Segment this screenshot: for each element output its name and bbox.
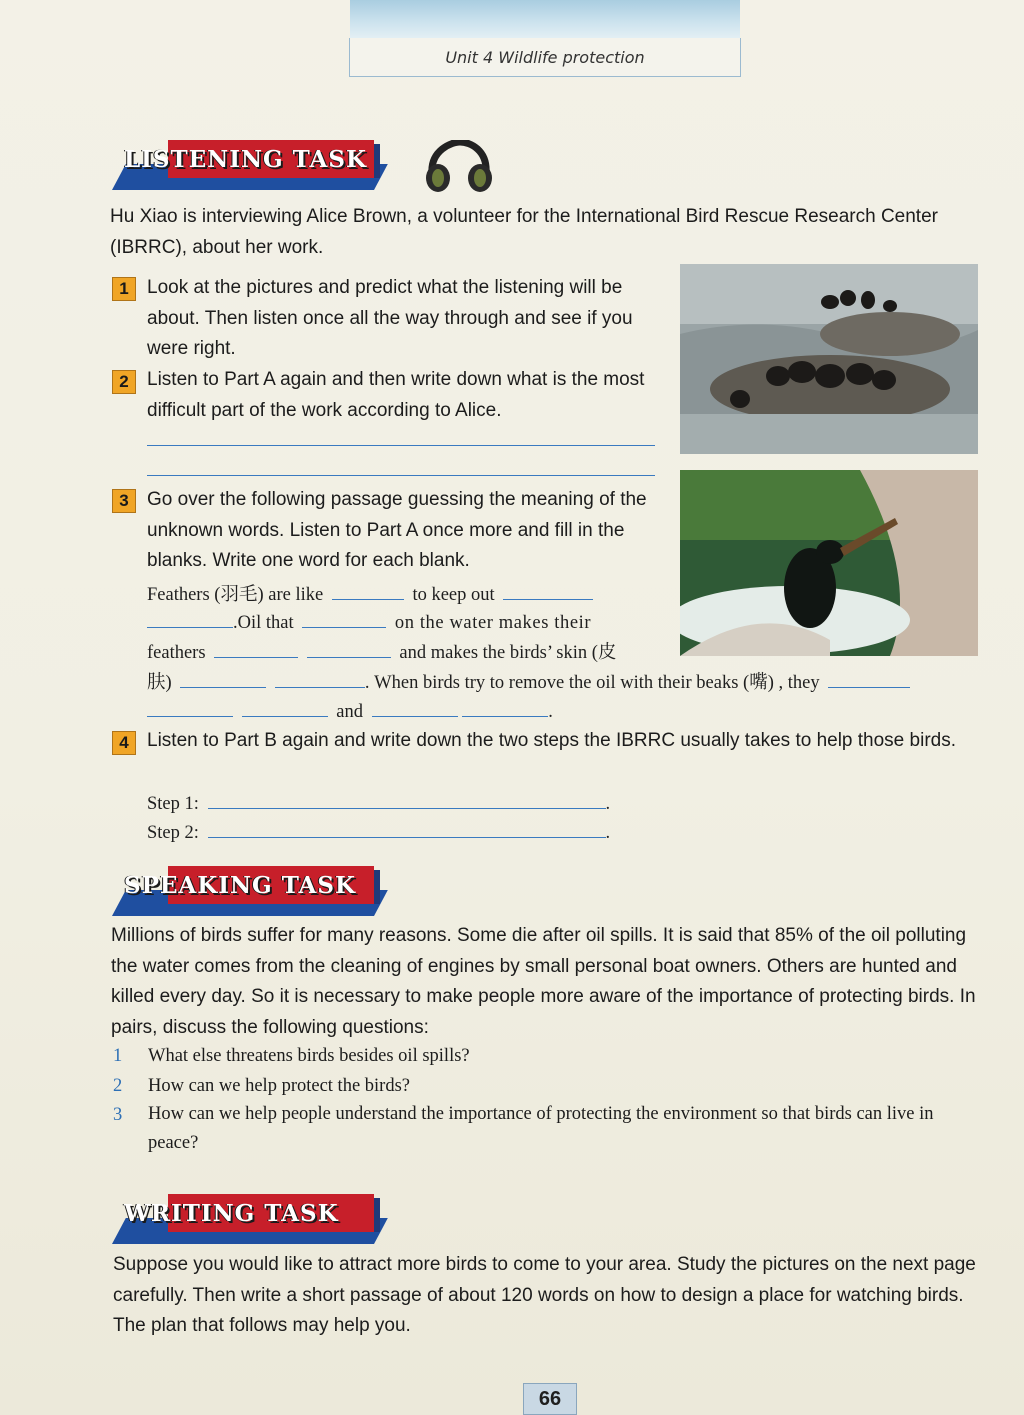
blank-6[interactable] (307, 639, 391, 658)
writing-task-title: WRITING TASK (124, 1200, 339, 1227)
blank-9[interactable] (828, 669, 910, 688)
question-number-2: 2 (113, 1076, 123, 1096)
passage-line-5: and . (147, 698, 553, 723)
blank-12[interactable] (372, 698, 458, 717)
speaking-task-title: SPEAKING TASK (124, 872, 357, 899)
header-water-band (350, 0, 740, 38)
question-number-1: 1 (113, 1046, 123, 1066)
writing-task-banner (112, 1194, 377, 1246)
blank-4[interactable] (302, 609, 386, 628)
question-3-text: How can we help people understand the importance of protecting the environment so that birds can live in peace? (148, 1104, 934, 1153)
question-2-text: How can we help protect the birds? (148, 1076, 410, 1096)
blank-10[interactable] (147, 698, 233, 717)
blank-3[interactable] (147, 609, 233, 628)
blank-8[interactable] (275, 669, 365, 688)
blank-5[interactable] (214, 639, 298, 658)
passage-line-3: feathers and makes the birds’ skin (皮 (147, 638, 616, 664)
passage-line-1: Feathers (羽毛) are like to keep out (147, 580, 593, 606)
item-number-4: 4 (112, 731, 136, 755)
passage-line-4: 肤) . When birds try to remove the oil with their beaks (嘴) , they (147, 668, 910, 694)
listening-intro: Hu Xiao is interviewing Alice Brown, a volunteer for the International Bird Rescue Research Center (IBRRC), about her work. (110, 206, 938, 258)
answer-line-1[interactable] (147, 445, 655, 446)
passage-line-2: .Oil that on the water makes their (147, 609, 591, 634)
item-number-2: 2 (112, 370, 136, 394)
step-1-blank[interactable] (208, 790, 606, 809)
question-1-text: What else threatens birds besides oil spills? (148, 1046, 470, 1066)
writing-intro: Suppose you would like to attract more birds to come to your area. Study the pictures on the next page carefully. Then write a short passage of about 120 words on how to design a place for watching birds. The plan that follows may help you. (113, 1254, 976, 1336)
item-2-text: Listen to Part A again and then write down what is the most difficult part of the work according to Alice. (147, 369, 645, 421)
blank-2[interactable] (503, 581, 593, 600)
blank-7[interactable] (180, 669, 266, 688)
step-2-blank[interactable] (208, 819, 606, 838)
speaking-task-banner (112, 866, 377, 918)
page-number: 66 (523, 1383, 577, 1415)
item-3-text: Go over the following passage guessing the meaning of the unknown words. Listen to Part A once more and fill in the blanks. Write one word for each blank. (147, 489, 647, 571)
question-number-3: 3 (113, 1105, 123, 1125)
step-2-row: Step 2: . (147, 819, 610, 844)
listening-task-banner (112, 140, 377, 192)
speaking-intro: Millions of birds suffer for many reasons. Some die after oil spills. It is said that 85% of the oil polluting the water comes from the cleaning of engines by small personal boat owners. Others are hunted and killed every day. So it is necessary to make people more aware of the importance of protecting birds. In pairs, discuss the following questions: (111, 925, 976, 1038)
unit-title: Unit 4 Wildlife protection (349, 38, 741, 77)
item-4-text: Listen to Part B again and write down the two steps the IBRRC usually takes to help those birds. (147, 730, 956, 751)
headphones-icon (422, 140, 496, 194)
blank-13[interactable] (462, 698, 548, 717)
bird-cleaning-photo (680, 470, 978, 656)
answer-line-2[interactable] (147, 475, 655, 476)
step-1-row: Step 1: . (147, 790, 610, 815)
listening-task-title: LISTENING TASK (124, 146, 367, 173)
item-number-1: 1 (112, 277, 136, 301)
oiled-birds-photo (680, 264, 978, 454)
item-1-text: Look at the pictures and predict what the listening will be about. Then listen once all the way through and see if you were right. (147, 277, 633, 359)
blank-1[interactable] (332, 581, 404, 600)
item-number-3: 3 (112, 489, 136, 513)
blank-11[interactable] (242, 698, 328, 717)
